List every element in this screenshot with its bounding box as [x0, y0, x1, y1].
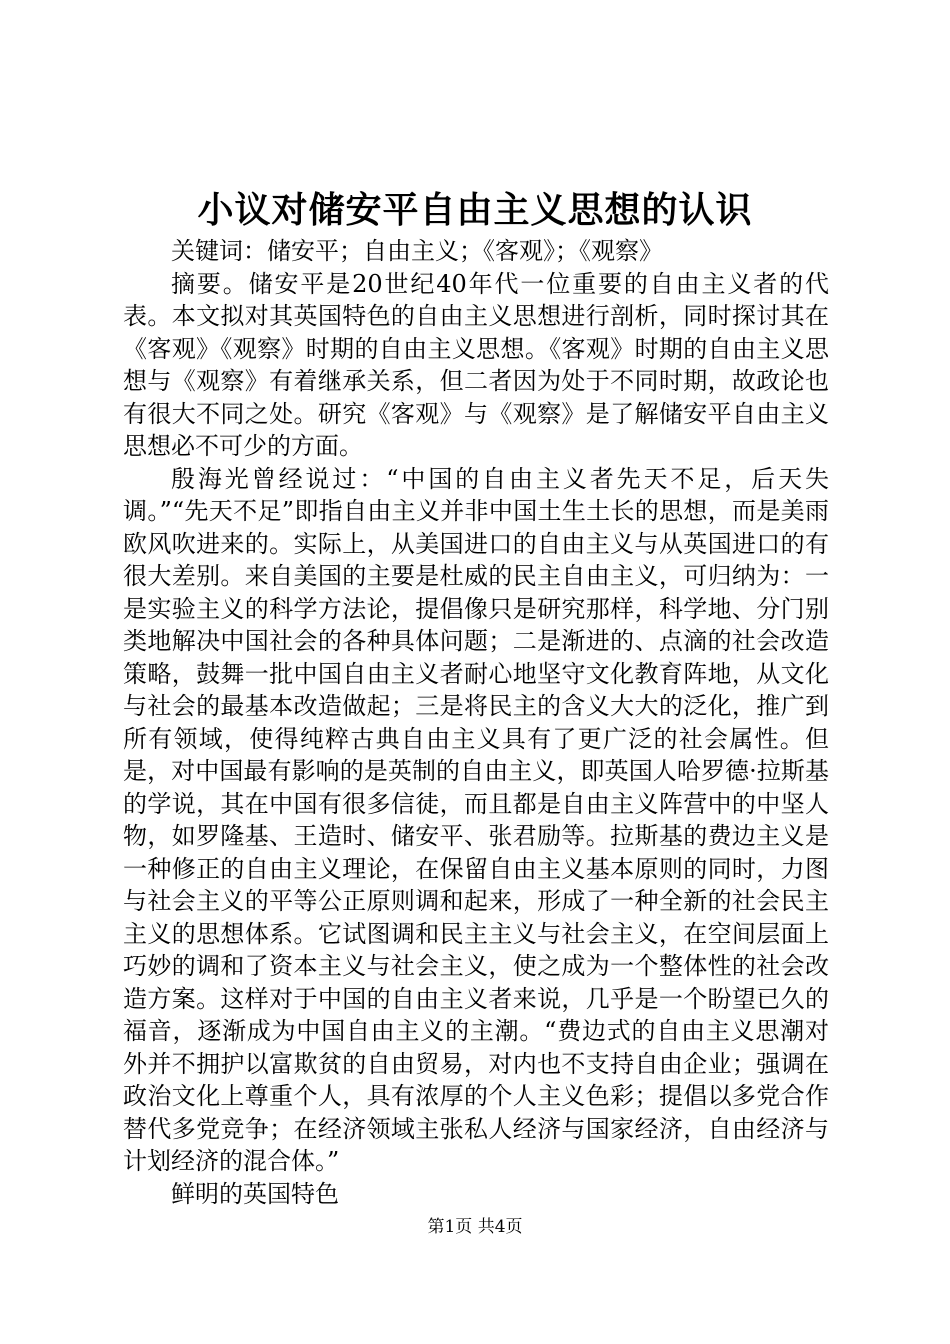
section-heading: 鲜明的英国特色: [171, 1179, 339, 1208]
page-title: 小议对储安平自由主义思想的认识: [197, 189, 753, 231]
keywords-line: 关键词：储安平；自由主义；《客观》；《观察》: [171, 237, 663, 265]
body-paragraph: 殷海光曾经说过：“中国的自由主义者先天不足，后天失调。”“先天不足”即指自由主义并非中国土生土长的思想，而是美雨欧风吹进来的。实际上，从美国进口的自由主义与从英国进口的有很大差别。来自美国的主要是杜威的民主自由主义，可归纳为：一是实验主义的科学方法论，提倡像只是研究那样，科学地、分门别类地解决中国社会的各种具体问题；二是渐进的、点滴的社会改造策略，鼓舞一批中国自由主义者耐心地坚守文化教育阵地，从文化与社会的最基本改造做起；三是将民主的含义大大的泛化，推广到所有领域，使得纯粹古典自由主义具有了更广泛的社会属性。但是，对中国最有影响的是英制的自由主义，即英国人哈罗德·拉斯基的学说，其在中国有很多信徒，而且都是自由主义阵营中的中坚人物，如罗隆基、王造时、储安平、张君励等。拉斯基的费边主义是一种修正的自由主义理论，在保留自由主义基本原则的同时，力图与社会主义的平等公正原则调和起来，形成了一种全新的社会民主主义的思想体系。它试图调和民主主义与社会主义，在空间层面上巧妙的调和了资本主义与社会主义，使之成为一个整体性的社会改造方案。这样对于中国的自由主义者来说，几乎是一个盼望已久的福音，逐渐成为中国自由主义的主潮。“费边式的自由主义思潮对外并不拥护以富欺贫的自由贸易，对内也不支持自由企业；强调在政治文化上尊重个人，具有浓厚的个人主义色彩；提倡以多党合作替代多党竞争；在经济领域主张私人经济与国家经济，自由经济与计划经济的混合体。”: [123, 464, 829, 1175]
abstract-paragraph: 摘要。储安平是20世纪40年代一位重要的自由主义者的代表。本文拟对其英国特色的自由主义思想进行剖析，同时探讨其在《客观》《观察》时期的自由主义思想。《客观》时期的自由主义思想与《观察》有着继承关系，但二者因为处于不同时期，故政论也有很大不同之处。研究《客观》与《观察》是了解储安平自由主义思想必不可少的方面。: [123, 269, 829, 460]
page-number-footer: 第1页 共4页: [427, 1217, 523, 1237]
document-body: [123, 235, 829, 1210]
